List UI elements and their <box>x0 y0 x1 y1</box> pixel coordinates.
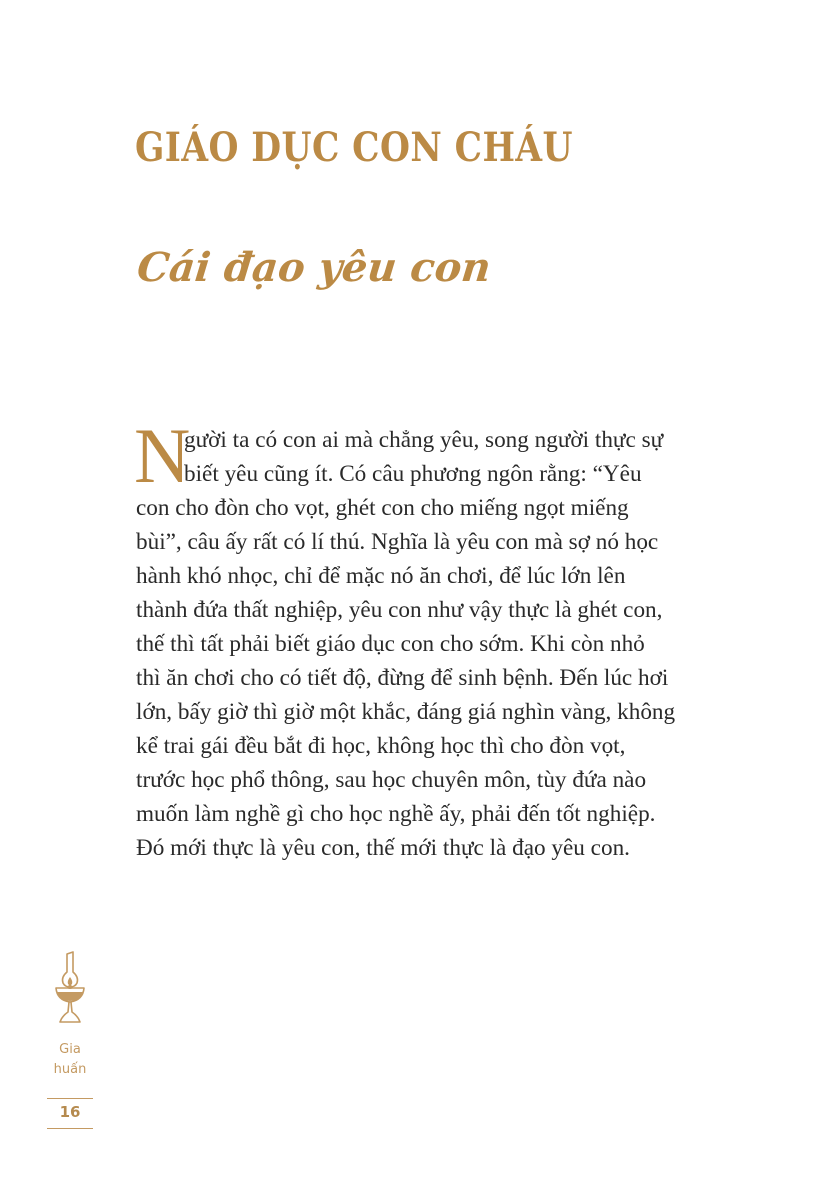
text-line: Đó mới thực là yêu con, thế mới thực là đạo yêu con. <box>136 835 630 861</box>
text-line: lớn, bấy giờ thì giờ một khắc, đáng giá nghìn vàng, không <box>136 699 676 725</box>
oil-lamp-icon <box>52 950 88 1026</box>
book-label <box>40 1040 100 1080</box>
divider-bottom <box>47 1128 93 1129</box>
text-line: biết yêu cũng ít. Có câu phương ngôn rằng: “Yêu <box>184 461 642 487</box>
divider-top <box>47 1098 93 1099</box>
text-line: thì ăn chơi cho có tiết độ, đừng để sinh bệnh. Đến lúc hơi <box>136 665 669 691</box>
text-line: bùi”, câu ấy rất có lí thú. Nghĩa là yêu con mà sợ nó học <box>136 529 659 555</box>
text-line: thế thì tất phải biết giáo dục con cho sớm. Khi còn nhỏ <box>136 631 645 657</box>
text-line: thành đứa thất nghiệp, yêu con như vậy thực là ghét con, <box>136 597 663 623</box>
section-title: Cái đạo yêu con <box>135 244 494 291</box>
book-label-line1: Gia <box>59 1042 81 1057</box>
chapter-title: GIÁO DỤC CON CHÁU <box>135 124 573 171</box>
text-line: muốn làm nghề gì cho học nghề ấy, phải đến tốt nghiệp. <box>136 801 656 827</box>
text-line: con cho đòn cho vọt, ghét con cho miếng ngọt miếng <box>136 495 629 521</box>
drop-cap: N <box>134 412 191 499</box>
book-label-line2: huấn <box>53 1062 87 1077</box>
text-line: kể trai gái đều bắt đi học, không học thì cho đòn vọt, <box>136 733 626 759</box>
body-paragraph <box>134 412 710 865</box>
page-number: 16 <box>59 1103 81 1121</box>
text-line: trước học phổ thông, sau học chuyên môn, tùy đứa nào <box>136 767 647 793</box>
text-line: hành khó nhọc, chỉ để mặc nó ăn chơi, để lúc lớn lên <box>136 563 626 589</box>
text-line: gười ta có con ai mà chẳng yêu, song người thực sự <box>184 427 664 453</box>
